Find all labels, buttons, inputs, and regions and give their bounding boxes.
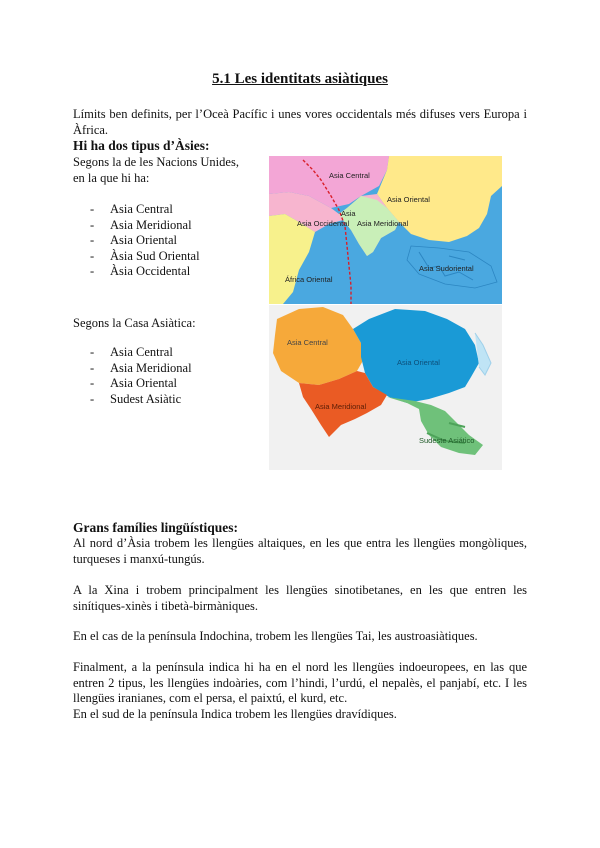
list-item: - Asia Central <box>73 202 200 218</box>
un-intro-line1: Segons la de les Nacions Unides, <box>73 155 239 169</box>
languages-paragraph-china: A la Xina i trobem principalment les llengües sinotibetanes, en les que entren les sinítiques-xinès i tibetà-birmàniques. <box>73 583 527 613</box>
casa-map-svg <box>269 305 502 470</box>
label-asia-oriental: Asia Oriental <box>397 358 440 367</box>
list-item: - Asia Central <box>73 345 192 361</box>
un-map-svg <box>269 156 502 304</box>
page-title: 5.1 Les identitats asiàtiques <box>212 71 388 87</box>
un-region-list <box>73 202 200 280</box>
languages-paragraph-india-north: Finalment, a la península indica hi ha en el nord les llengües indoeuropees, en las que entren 2 tipus, les llengües indoàries, com l’hindi, l’urdú, el nepalès, el panjabí, etc. I les llengües iranianes, com el persa, el paixtú, el kurd, etc. <box>73 660 527 705</box>
label-asia-central: Asia Central <box>287 338 328 347</box>
casa-region-list <box>73 345 192 407</box>
list-item: - Sudest Asiàtic <box>73 392 192 408</box>
types-heading: Hi ha dos tipus d’Àsies: <box>73 138 210 153</box>
label-asia: Asia <box>341 209 356 218</box>
un-asia-regions-map <box>269 156 502 304</box>
un-intro-line2: en la que hi ha: <box>73 170 150 185</box>
languages-paragraph-north: Al nord d’Àsia trobem les llengües altaiques, en les que entra les llengües mongòliques, turqueses i manxú-tungús. <box>73 536 527 566</box>
list-item: - Àsia Occidental <box>73 264 200 280</box>
un-intro <box>73 155 263 186</box>
casa-asia-regions-map <box>269 305 502 470</box>
list-item: - Àsia Sud Oriental <box>73 249 200 265</box>
list-item: - Asia Oriental <box>73 233 200 249</box>
languages-paragraph-indochina: En el cas de la península Indochina, trobem les llengües Tai, les austroasiàtiques. <box>73 629 478 643</box>
label-asia-occidental: Asia Occidental <box>297 219 350 228</box>
list-item: - Asia Oriental <box>73 376 192 392</box>
languages-heading: Grans famílies lingüístiques: <box>73 520 239 535</box>
casa-intro: Segons la Casa Asiàtica: <box>73 316 196 330</box>
languages-paragraph-india-south: En el sud de la península Indica trobem les llengües dravídiques. <box>73 707 397 721</box>
label-asia-sudoriental: Asia Sudoriental <box>419 264 474 273</box>
intro-paragraph: Límits ben definits, per l’Oceà Pacífic i unes vores occidentals més difuses vers Europa i Àfrica. <box>73 107 527 137</box>
label-africa-oriental: África Oriental <box>285 275 333 284</box>
label-asia-central-top: Asia Central <box>329 171 370 180</box>
list-item: - Asia Meridional <box>73 218 200 234</box>
label-asia-oriental: Asia Oriental <box>387 195 430 204</box>
label-asia-meridional: Asia Meridional <box>357 219 409 228</box>
label-asia-meridional: Asia Meridional <box>315 402 367 411</box>
label-sudeste-asiatico: Sudeste Asiático <box>419 436 475 445</box>
list-item: - Asia Meridional <box>73 361 192 377</box>
